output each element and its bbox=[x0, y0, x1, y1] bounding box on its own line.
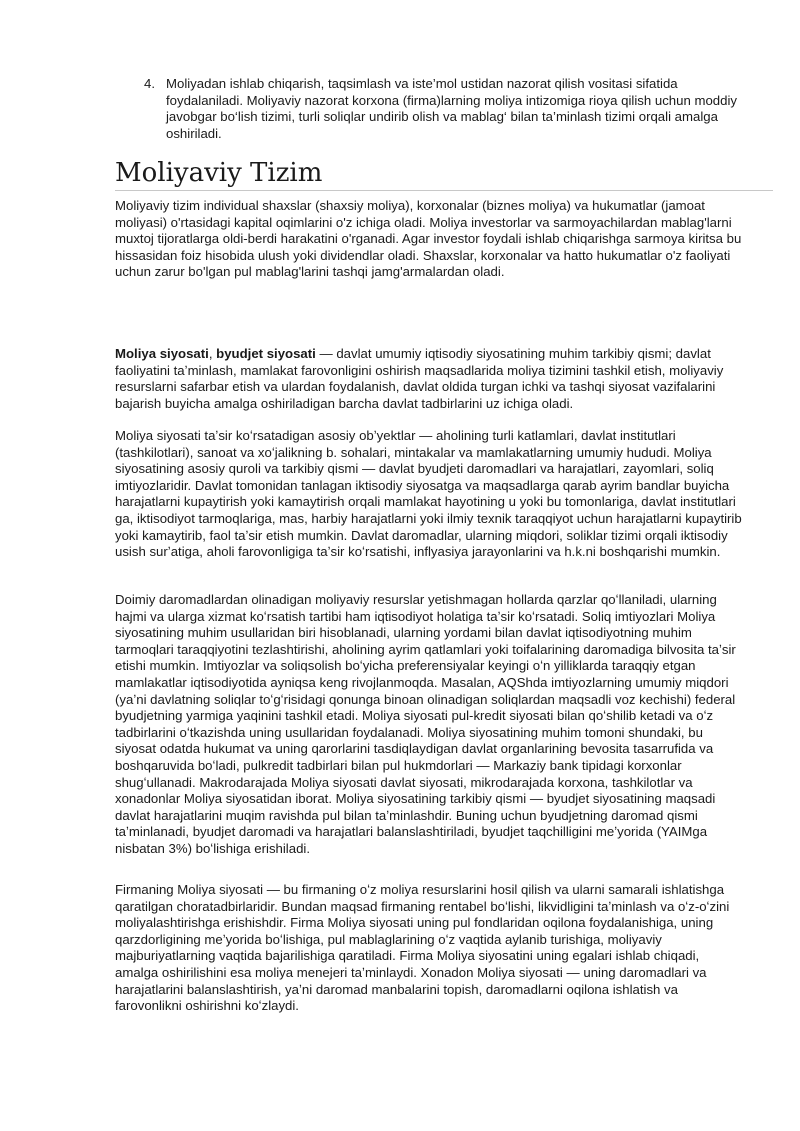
definition-text: — davlat umumiy iqtisodiy siyosatining muhim tarkibiy qismi; davlat faoliyatini taʼminlash, mamlakat farovonligini oshirish maqsadlarida moliya tizimini tashkil etish, moliyaviy resurslarni safarbar etish va ulardan foydalanish, davlat oldida turgan ichki va tashqi siyosat vazifalarini bajarish buyicha amalga oshiriladigan barcha davlat tadbirlarini uz ichiga oladi. bbox=[115, 346, 724, 411]
paragraph-resources: Doimiy daromadlardan olinadigan moliyaviy resurslar yetishmagan hollarda qarzlar qoʻllaniladi, ularning hajmi va ularga xizmat koʻrsatish tartibi ham iqtisodiyot holatiga taʼsir koʻrsatadi. Soliq imtiyozlari Moliya siyosatining muhim usullaridan biri hisoblanadi, ularning yordami bilan davlat iqtisodiyotning muhim tarmoqlari taraqqiyotini tezlashtirishi, aholining ayrim qatlamlari yoki toifalarining daromadiga bilvosita taʼsir etishi mumkin. Imtiyozlar va soliqsolish boʻyicha preferensiyalar keyingi oʻn yilliklarda taraqqiy etgan mamlakatlar iqtisodiyotida ayniqsa keng rivojlanmoqda. Masalan, AQShda imtiyozlarning umumiy miqdori (yaʼni davlatning soliqlar toʻgʻrisidagi qonunga binoan olinadigan soliqlardan maqsadli voz kechishi) federal byudjetning yarmiga yaqinini tashkil etadi. Moliya siyosati pul-kredit siyosati bilan qoʻshilib ketadi va oʻz tadbirlarini oʻtkazishda uning usullaridan foydalanadi. Moliya siyosatining muhim tomoni shundaki, bu siyosat odatda hukumat va uning qarorlarini tasdiqlaydigan davlat organlarining bevosita tasarrufida va boshqaruvida boʻladi, pulkredit tadbirlari bilan pul hukmdorlari — Markaziy bank tipidagi korxonlar shugʻullanadi. Makrodarajada Moliya siyosati davlat siyosati, mikrodarajada korxona, tashkilotlar va xonadonlar Moliya siyosatidan iborat. Moliya siyosatining tarkibiy qismi — byudjet siyosatining maqsadi davlat harajatlarini muqim ravishda pul bilan taʼminlashdir. Buning uchun byudjetning daromad qismi taʼminlanadi, byudjet daromadi va harajatlari balanslashtiriladi, byudjet taqchilligini meʼyorida (YAIMga nisbatan 3%) boʻlishiga erishiladi. bbox=[115, 592, 736, 856]
list-item-number: 4. bbox=[144, 76, 155, 91]
bold-term-moliya-siyosati: Moliya siyosati bbox=[115, 346, 209, 361]
paragraph-firm-policy: Firmaning Moliya siyosati — bu firmaning oʻz moliya resurslarini hosil qilish va ularni samarali ishlatishga qaratilgan choratadbirlaridir. Bundan maqsad firmaning rentabel boʻlishi, likvidligini taʼminlash va oʻz-oʻzini moliyalashtirishga erishishdir. Firma Moliya siyosati uning pul fondlaridan oqilona foydalanishiga, uning qarzdorligining meʼyorida boʻlishiga, pul mablaglarining oʻz vaqtida aylanib turishiga, moliyaviy majburiyatlarning vaqtida bajarilishiga qaratiladi. Firma Moliya siyosatini uning egalari ishlab chiqadi, amalga oshirilishini esa moliya menejeri taʼminlaydi. Xonadon Moliya siyosati — uning daromadlari va harajatlarini balanslashtirish, yaʼni daromad manbalarini topish, daromadlarni oqilona ishlatish va farovonlikni oshirishni koʻzlaydi. bbox=[115, 882, 730, 1014]
section-divider bbox=[115, 190, 773, 191]
paragraph-intro: Moliyaviy tizim individual shaxslar (shaxsiy moliya), korxonalar (biznes moliya) va hukumatlar (jamoat moliyasi) o'rtasidagi kapital oqimlarini o'z ichiga oladi. Moliya investorlar va sarmoyachilardan mablag'larni muxtoj tijoratlarga oldi-berdi harakatini o'rganadi. Agar investor foydali ishlab chiqarishga sarmoya kiritsa bu hissasidan foiz hisobida ulush yoki dividendlar oladi. Shaxslar, korxonalar va hatto hukumatlar o'z faoliyati uchun zarur bo'lgan pul mablag'larini tashqi jamg'armalardan oladi. bbox=[115, 198, 742, 280]
list-item bbox=[144, 76, 744, 142]
section-title: Moliyaviy Tizim bbox=[115, 158, 323, 188]
paragraph-definition bbox=[115, 346, 743, 412]
bold-term-byudjet-siyosati: byudjet siyosati bbox=[216, 346, 316, 361]
term-separator: , bbox=[208, 346, 217, 361]
paragraph-objects: Moliya siyosati taʼsir koʻrsatadigan asosiy obʼyektlar — aholining turli katlamlari, davlat institutlari (tashkilotlari), sanoat va xoʻjalikning b. sohalari, mintakalar va mamlakatlarning umumiy hududi. Moliya siyosatining asosiy quroli va tarkibiy qismi — davlat byudjeti daromadlari va harajatlari, zayomlari, soliq imtiyozlaridir. Davlat tomonidan tanlagan iktisodiy siyosatga va maqsadlarga qarab ayrim bandlar buyicha harajatlarni kupaytirish yoki kamaytirish orqali mamlakat hayotining u yoki bu tomonlariga, davlat institutlari ga, iktisodiyot tarmoqlariga, mas, harbiy harajatlarni yoki ilmiy texnik taraqqiyot uchun harajatlarni kupaytirib yoki kamaytirib, faol taʼsir etish mumkin. Davlat daromadlar, ularning miqdori, soliklar tizimi orqali iktisodiy usish surʼatiga, aholi farovonligiga taʼsir koʻrsatishi, inflyasiya jarayonlarini va h.k.ni boshqarishi mumkin. bbox=[115, 428, 742, 560]
list-item-text: Moliyadan ishlab chiqarish, taqsimlash va iste’mol ustidan nazorat qilish vositasi sifatida foydalaniladi. Moliyaviy nazorat korxona (firma)larning moliya intizomiga rioya qilish uchun moddiy javobgar bo‘lish tizimi, turli soliqlar undirib olish va mablag‘ bilan ta’minlash tizimi orqali amalga oshiriladi. bbox=[166, 76, 737, 141]
